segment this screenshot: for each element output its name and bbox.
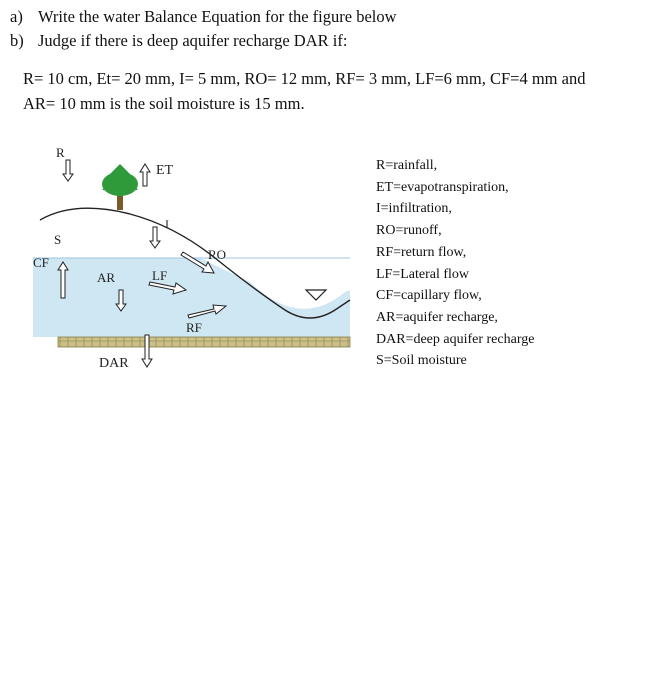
question-b: [10, 31, 347, 51]
legend-item: R=rainfall,: [376, 158, 438, 173]
water-balance-figure: [0, 140, 370, 375]
given-values-line-1: R= 10 cm, Et= 20 mm, I= 5 mm, RO= 12 mm, RF= 3 mm, LF=6 mm, CF=4 mm and: [23, 69, 586, 88]
legend-list: [376, 155, 534, 372]
legend-item: RO=runoff,: [376, 223, 442, 239]
label-i: I: [165, 217, 169, 231]
bedrock-layer: [58, 337, 350, 347]
legend-item: LF=Lateral flow: [376, 266, 470, 282]
label-s: S: [54, 232, 62, 247]
question-a: [10, 7, 397, 27]
legend-item: AR=aquifer recharge,: [376, 309, 498, 325]
infiltration-arrow-icon: [150, 227, 160, 248]
question-a-text: Write the water Balance Equation for the figure below: [38, 7, 397, 26]
legend-item: DAR=deep aquifer recharge: [376, 331, 535, 347]
label-r: R: [56, 145, 65, 160]
legend-item: RF=return flow,: [376, 244, 467, 260]
question-b-text: Judge if there is deep aquifer recharge DAR if:: [38, 31, 348, 50]
given-values-line-2: AR= 10 mm is the soil moisture is 15 mm.: [23, 94, 305, 113]
legend-item: CF=capillary flow,: [376, 288, 482, 304]
label-cf: CF: [33, 255, 49, 270]
label-dar: DAR: [99, 356, 129, 371]
question-b-label: b): [10, 31, 24, 50]
tree-icon: [102, 164, 138, 210]
water-level-marker-icon: [306, 290, 326, 300]
label-lf: LF: [152, 268, 168, 283]
label-ro: RO: [208, 247, 227, 262]
question-a-label: a): [10, 7, 23, 26]
label-et: ET: [156, 163, 174, 178]
rainfall-arrow-icon: [63, 160, 73, 181]
evapotranspiration-arrow-icon: [140, 164, 150, 186]
label-ar: AR: [97, 270, 116, 285]
legend-item: S=Soil moisture: [376, 353, 467, 369]
legend-item: ET=evapotranspiration,: [376, 179, 509, 195]
label-rf: RF: [186, 320, 202, 335]
legend-item: I=infiltration,: [376, 201, 452, 217]
